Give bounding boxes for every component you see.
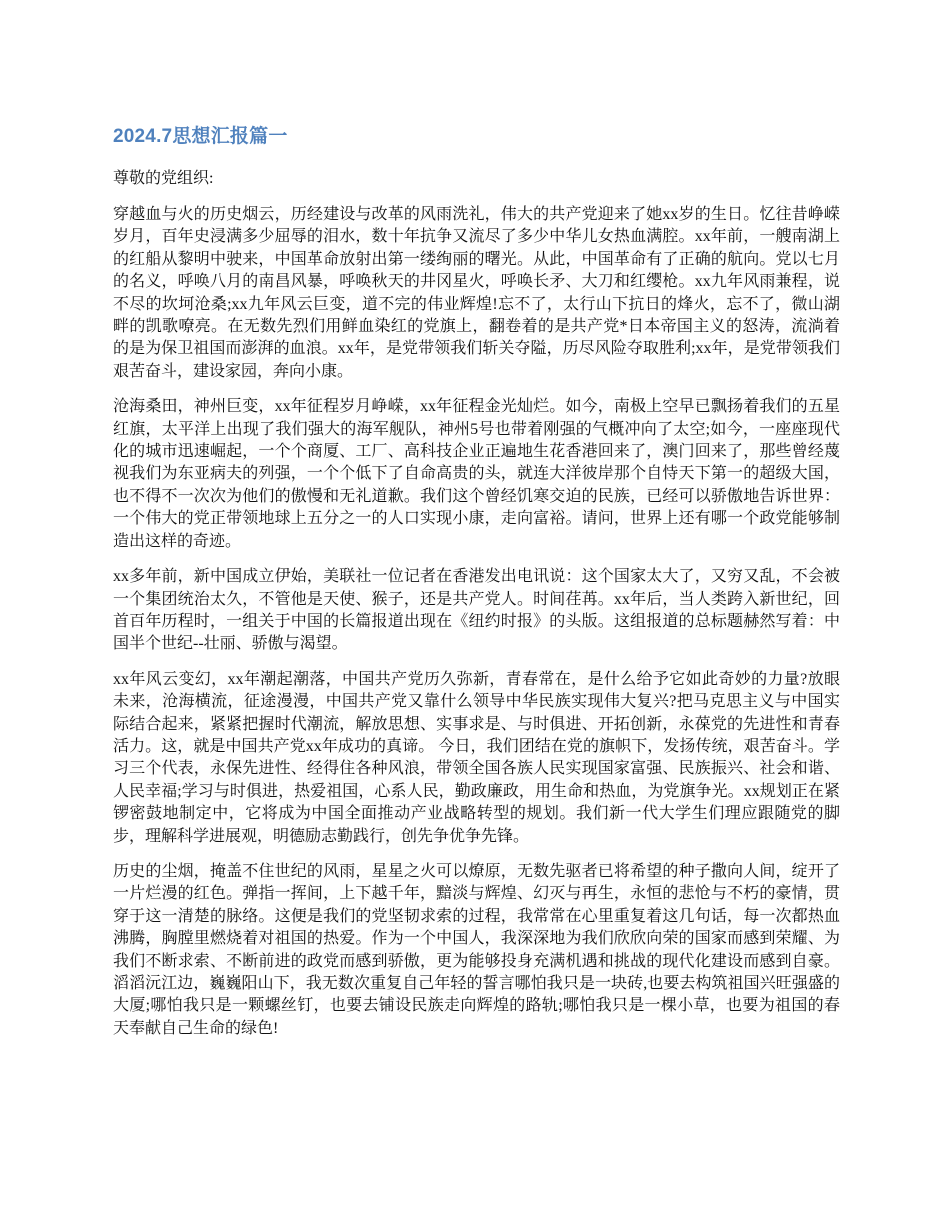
document-title: 2024.7思想汇报篇一 <box>113 126 288 147</box>
paragraph-3: xx多年前，新中国成立伊始，美联社一位记者在香港发出电讯说：这个国家太大了，又穷又乱，不会被一个集团统治太久，不管他是天使、猴子，还是共产党人。时间荏苒。xx年后，当人类跨入新世纪，回首百年历程时，一组关于中国的长篇报道出现在《纽约时报》的头版。这组报道的总标题赫然写着：中国半个世纪--壮丽、骄傲与渴望。 <box>113 568 840 653</box>
paragraph-5: 历史的尘烟，掩盖不住世纪的风雨，星星之火可以燎原，无数先驱者已将希望的种子撒向人间，绽开了一片烂漫的红色。弹指一挥间，上下越千年，黯淡与辉煌、幻灭与再生，永恒的悲怆与不朽的豪情，贯穿于这一清楚的脉络。这便是我们的党坚韧求索的过程，我常常在心里重复着这几句话，每一次都热血沸腾，胸膛里燃烧着对祖国的热爱。作为一个中国人，我深深地为我们欣欣向荣的国家而感到荣耀、为我们不断求索、不断前进的政党而感到骄傲，更为能够投身充满机遇和挑战的现代化建设而感到自豪。滔滔沅江边，巍巍阳山下，我无数次重复自己年轻的誓言哪怕我只是一块砖,也要去构筑祖国兴旺强盛的大厦;哪怕我只是一颗螺丝钉，也要去铺设民族走向辉煌的路轨;哪怕我只是一棵小草，也要为祖国的春天奉献自己生命的绿色! <box>113 862 840 1037</box>
paragraph-4: xx年风云变幻，xx年潮起潮落，中国共产党历久弥新，青春常在，是什么给予它如此奇妙的力量?放眼未来，沧海横流，征途漫漫，中国共产党又靠什么领导中华民族实现伟大复兴?把马克思主义与中国实际结合起来，紧紧把握时代潮流，解放思想、实事求是、与时俱进、开拓创新，永葆党的先进性和青春活力。这，就是中国共产党xx年成功的真谛。 今日，我们团结在党的旗帜下，发扬传统，艰苦奋斗。学习三个代表，永保先进性、经得住各种风浪，带领全国各族人民实现国家富强、民族振兴、社会和谐、人民幸福;学习与时俱进，热爱祖国，心系人民，勤政廉政，用生命和热血，为党旗争光。xx规划正在紧锣密鼓地制定中，它将成为中国全面推动产业战略转型的规划。我们新一代大学生们理应跟随党的脚步，理解科学进展观，明德励志勤践行，创先争优争先锋。 <box>113 670 840 845</box>
document-page <box>113 124 840 1053</box>
salutation: 尊敬的党组织: <box>113 170 214 187</box>
paragraph-1: 穿越血与火的历史烟云，历经建设与改革的风雨洗礼，伟大的共产党迎来了她xx岁的生日。忆往昔峥嵘岁月，百年史浸满多少屈辱的泪水，数十年抗争又流尽了多少中华儿女热血满腔。xx年前，一艘南湖上的红船从黎明中驶来，中国革命放射出第一缕绚丽的曙光。从此，中国革命有了正确的航向。党以七月的名义，呼唤八月的南昌风暴，呼唤秋天的井冈星火，呼唤长矛、大刀和红缨枪。xx九年风雨兼程，说不尽的坎坷沧桑;xx九年风云巨变，道不完的伟业辉煌!忘不了，太行山下抗日的烽火，忘不了，微山湖畔的凯歌嘹亮。在无数先烈们用鲜血染红的党旗上，翻卷着的是共产党*日本帝国主义的怒涛，流淌着的是为保卫祖国而澎湃的血浪。xx年，是党带领我们斩关夺隘，历尽风险夺取胜利;xx年，是党带领我们艰苦奋斗，建设家园，奔向小康。 <box>113 206 840 380</box>
paragraph-2: 沧海桑田，神州巨变，xx年征程岁月峥嵘，xx年征程金光灿烂。如今，南极上空早已飘扬着我们的五星红旗，太平洋上出现了我们强大的海军舰队，神州5号也带着刚强的气概冲向了太空;如今，一座座现代化的城市迅速崛起，一个个商厦、工厂、高科技企业正遍地生花香港回来了，澳门回来了，那些曾经蔑视我们为东亚病夫的列强，一个个低下了自命高贵的头，就连大洋彼岸那个自恃天下第一的超级大国，也不得不一次次为他们的傲慢和无礼道歉。我们这个曾经饥寒交迫的民族，已经可以骄傲地告诉世界：一个伟大的党正带领地球上五分之一的人口实现小康，走向富裕。请问，世界上还有哪一个政党能够制造出这样的奇迹。 <box>113 398 840 550</box>
